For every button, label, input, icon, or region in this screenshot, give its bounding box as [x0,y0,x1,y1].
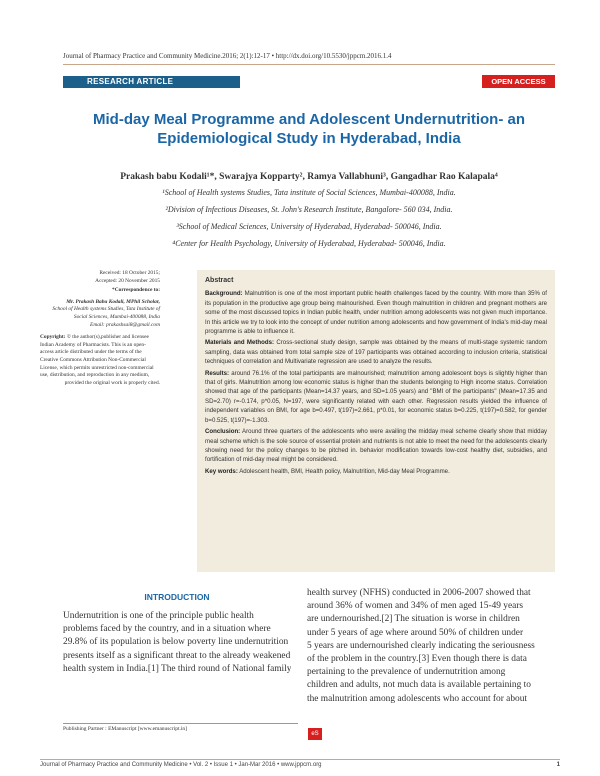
intro-line: problems faced by the country, and in a situation where [63,624,271,635]
affiliation-3: ³School of Medical Sciences, University of Hyderabad, Hyderabad- 500046, India. [176,222,442,231]
title-line-2: Epidemiological Study in Hyderabad, India [157,130,461,147]
corr-line: School of Health systems Studies, Tata Institute of [52,306,160,313]
methods-text: Cross-sectional study design, sample was obtained by the means of multi-stage systemic random sampling, data was obtained from total sample size of 197 participants was obtained according to inclusion criteria, statistical techniques of correlation and Multivariate regression are used to analyze the results. [205,339,547,366]
background-text: Malnutrition is one of the most important public health challenges faced by the country. With more than 35% of its population in the productive age group being malnourished. Even though malnutrition in children and pregnant mothers are some of the most discussed topics in Indian public health, under nutrition among adolescents was not given much importance. In this article we try to look into the concept of under nutrition among adolescents and how government of India's mid-day meal programme is able to influence it. [205,290,547,336]
abstract-conclusion [205,427,547,465]
intro-left-column [63,610,291,676]
publisher-logo-icon: eS [308,728,322,740]
corr-email[interactable]: Email: prakashsai8@gmail.com [90,321,160,328]
corr-line: Mr. Prakash Babu Kodali, MPhil Scholar, [66,298,160,305]
intro-line: presents itself as a significant threat to the already weakened [63,650,291,661]
intro-line: pertaining to the prevalence of undernutrition among [307,667,506,678]
intro-line: under 5 years of age where around 50% of children under [307,627,524,638]
copyright-line: Creative Commons Attribution Non-Commercial [40,356,146,363]
affiliation-4: ⁴Center for Health Psychology, University of Hyderabad, Hyderabad- 500046, India. [172,239,446,248]
intro-line: 29.8% of its population is below poverty line undernutrition [63,637,289,648]
abstract-heading: Abstract [205,277,234,284]
copyright-line: Indian Academy of Pharmacists. This is an open- [40,341,146,348]
affiliation-2: ²Division of Infectious Diseases, St. John's Research Institute, Bangalore- 560 034, India. [165,205,453,214]
intro-line: health survey (NFHS) conducted in 2006-2007 showed that [307,588,531,598]
correspondence-block [40,299,160,329]
article-type-label: RESEARCH ARTICLE [63,76,240,88]
intro-right-column [307,587,555,706]
footer-journal-info: Journal of Pharmacy Practice and Community Medicine • Vol. 2 • Issue 1 • Jan-Mar 2016 • www.jppcm.org [40,762,322,768]
results-label: Results: [205,369,230,377]
received-date: Received: 18 October 2015; [99,270,160,276]
intro-line: 5 years are undernourished clearly indicating the seriousness [307,640,535,651]
page-footer [40,759,560,771]
intro-line: Undernutrition is one of the principle public health [63,611,254,621]
intro-line: children and adults, not much data is available pertaining to [307,680,531,691]
title-line-1: Mid-day Meal Programme and Adolescent Undernutrition- an [93,111,525,128]
journal-citation: Journal of Pharmacy Practice and Community Medicine.2016; 2(1):12-17 • http://dx.doi.org/10.5530/jppcm.2016.1.4 [63,52,392,60]
open-access-badge: OPEN ACCESS [482,75,555,88]
abstract-results [205,369,547,425]
affiliation-1: ¹School of Health systems Studies, Tata institute of Social Sciences, Mumbai-400088, India. [162,188,456,197]
publishing-partner-note: Publishing Partner : EManuscript [www.emanuscript.in] [63,723,298,732]
copyright-line: License, which permits unrestricted non-commercial [40,364,154,371]
abstract-background [205,289,547,336]
conclusion-label: Conclusion: [205,428,241,436]
copyright-line: provided the original work is properly cited. [64,379,160,386]
results-text: around 76.1% of the total participants are malnourished; malnutrition among adolescent boys is slightly higher than that of girls. Malnutrition among low economic status is higher than the students belonging to High income status. Correlation showed that age of the participants (Mean=14.37 years, and SD=1.05 years) and "BMI of the participants" (Mean=17.35 and SD=2.70) r=-0.174, p*0.05, N=197, were significantly related with each other. Regression results yielded the influence of independent variables on BMI, for age b=0.497, t(197)=2.661, p*0.01, for economic status b=0.225, t(197)=0.582, for gender b=0.525, t(197)=-1.303. [205,369,547,424]
page-number: 1 [556,762,560,768]
intro-line: around 36% of women and 34% of men aged 15-49 years [307,601,524,612]
conclusion-text: Around three quarters of the adolescents who were availing the midday meal scheme clearly show that midday meal scheme which is the sole source of essential protein and nutrients is not able to meet the need for the adolescents clearly showing need for the policy changes to be pitched in. behavior modification towards low-cost healthy diet, subsidies, and fortification of mid-day meal might be considered. [205,428,548,464]
copyright-line: access article distributed under the terms of the [40,349,142,356]
article-title [63,110,555,148]
keywords-text: Adolescent health, BMI, Health policy, Malnutrition, Mid-day Meal Programme. [239,467,450,475]
corr-line: Social Sciences, Mumbai-400088, India [73,313,160,320]
copyright-line: use, distribution, and reproduction in any medium, [40,372,150,379]
intro-line: health system in India.[1] The third round of National family [63,663,291,674]
copyright-line: © the author(s),publisher and licensee [66,334,149,341]
abstract-methods [205,338,547,366]
background-label: Background: [205,290,243,298]
intro-line: the malnutrition among adolescents who account for about [307,693,527,704]
methods-label: Materials and Methods: [205,339,275,347]
section-heading-introduction: INTRODUCTION [144,592,210,602]
copyright-label: Copyright: [40,334,66,341]
abstract-keywords [205,467,547,476]
correspondence-label: *Correspondence to: [112,287,160,294]
intro-line: of the problem in the country.[3] Even though there is data [307,654,527,665]
author-list: Prakash babu Kodali¹*, Swarajya Kopparty², Ramya Vallabhuni³, Gangadhar Rao Kalapala⁴ [120,172,498,182]
copyright-block [40,334,160,387]
abstract-box [197,270,555,572]
keywords-label: Key words: [205,467,238,475]
intro-line: are undernourished.[2] The situation is worse in children [307,614,520,625]
header-divider [63,64,555,65]
article-meta-column [40,270,160,387]
accepted-date: Accepted: 20 November 2015 [95,277,160,284]
